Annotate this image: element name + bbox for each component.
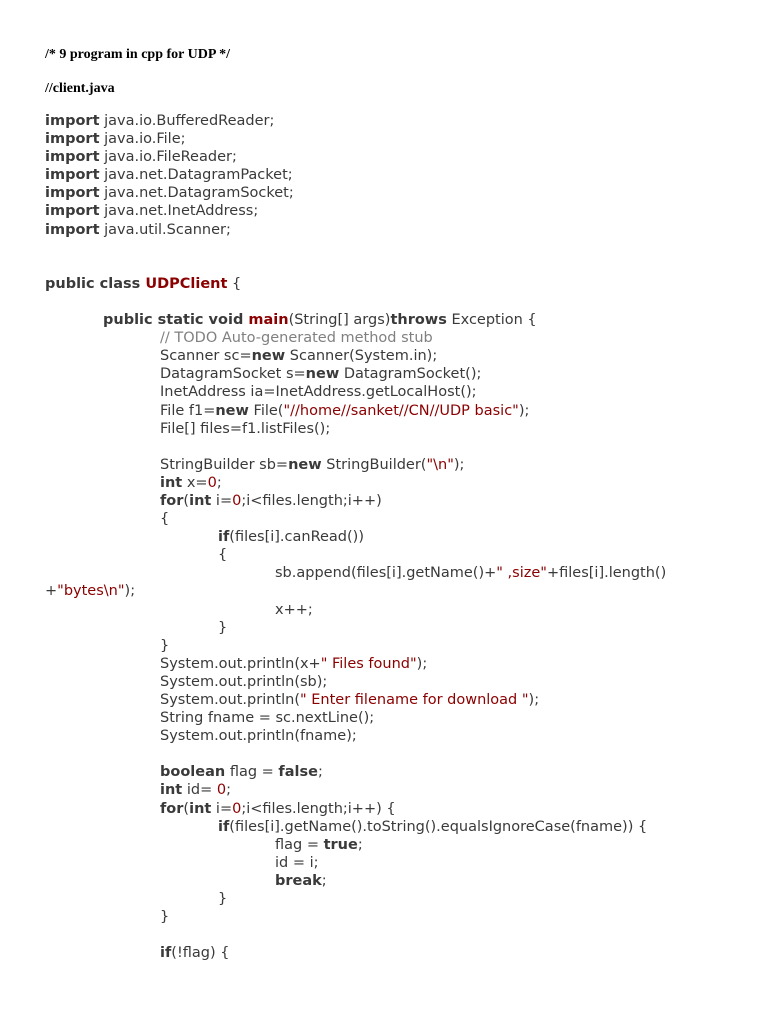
code-keyword: public static void [103, 312, 249, 329]
code-text: } [218, 619, 228, 636]
code-line [45, 474, 745, 492]
code-string: " ,size" [496, 565, 547, 582]
code-line [45, 890, 745, 908]
code-line [45, 727, 745, 745]
code-keyword: import [45, 131, 100, 148]
code-line [45, 510, 745, 528]
code-keyword: import [45, 185, 100, 202]
code-text: ; [216, 474, 222, 491]
code-line [45, 655, 745, 673]
code-text: File[] files=f1.listFiles(); [160, 420, 331, 437]
code-keyword: for [160, 800, 184, 817]
code-keyword: new [305, 366, 340, 383]
code-line [45, 601, 745, 619]
code-text: java.net.InetAddress; [99, 203, 259, 220]
blank-line [45, 745, 745, 763]
code-line [45, 221, 745, 239]
code-text: ( [183, 492, 190, 509]
code-string: " Files found" [320, 655, 417, 672]
code-text: System.out.println(x+ [160, 655, 321, 672]
code-text: ;i<files.length;i++) { [241, 800, 396, 817]
code-line [45, 184, 745, 202]
code-line [45, 637, 745, 655]
code-text: File( [248, 402, 284, 419]
code-line [45, 148, 745, 166]
code-line [45, 872, 745, 890]
code-text: InetAddress ia=InetAddress.getLocalHost(); [160, 384, 477, 401]
code-text: } [160, 909, 170, 926]
code-line [45, 492, 745, 510]
code-text: System.out.println(fname); [160, 728, 357, 745]
code-string: " Enter filename for download " [299, 692, 529, 708]
code-line [45, 944, 745, 962]
code-text: ; [321, 872, 327, 889]
code-line [45, 528, 745, 546]
code-line [45, 908, 745, 926]
code-text: StringBuilder sb= [160, 456, 289, 473]
code-keyword: int [189, 492, 212, 509]
code-text: (String[] args) [288, 312, 391, 329]
code-keyword: int [160, 782, 183, 799]
code-line [45, 691, 745, 709]
code-keyword: import [45, 149, 100, 166]
code-text: id = i; [275, 854, 319, 871]
code-text: Scanner(System.in); [285, 348, 438, 365]
code-number: 0 [232, 492, 242, 509]
code-number: 0 [207, 474, 217, 491]
code-line [45, 546, 745, 564]
code-text: java.io.File; [99, 131, 186, 148]
code-block [45, 112, 745, 962]
code-text: ( [183, 800, 190, 817]
code-text: java.net.DatagramPacket; [99, 167, 293, 184]
code-line [45, 564, 745, 582]
code-identifier: main [248, 312, 289, 329]
code-text: DatagramSocket(); [339, 366, 482, 383]
code-line [45, 781, 745, 799]
code-line [45, 112, 745, 130]
code-keyword: import [45, 167, 100, 184]
code-text: StringBuilder( [321, 456, 427, 473]
code-text: ); [453, 456, 465, 473]
code-text: java.io.BufferedReader; [99, 113, 275, 129]
code-text: i= [211, 800, 233, 817]
code-number: 0 [232, 800, 242, 817]
code-line [45, 365, 745, 383]
code-text: +files[i].length() [546, 565, 667, 582]
code-text: ; [317, 764, 323, 781]
code-keyword: true [323, 836, 358, 853]
code-line [45, 763, 745, 781]
code-text: + [45, 583, 58, 600]
blank-line [45, 438, 745, 456]
code-text: x++; [275, 601, 313, 618]
code-keyword: if [218, 529, 230, 546]
code-keyword: int [189, 800, 212, 817]
code-text: ; [226, 782, 231, 799]
code-keyword: import [45, 203, 100, 220]
file-name-comment: //client.java [45, 81, 115, 96]
code-text: Exception { [446, 312, 537, 329]
blank-line [45, 293, 745, 311]
code-keyword: throws [390, 312, 447, 329]
code-line [45, 329, 745, 347]
code-line [45, 166, 745, 184]
code-text: { [227, 275, 242, 292]
code-text: { [160, 511, 170, 528]
code-keyword: if [218, 818, 230, 835]
code-text: ); [518, 402, 530, 419]
code-line [45, 383, 745, 401]
code-text: } [160, 637, 170, 654]
code-text: flag = [225, 764, 279, 781]
code-text: flag = [275, 836, 324, 853]
code-text: { [218, 547, 228, 564]
code-text: Scanner sc= [160, 348, 252, 365]
code-keyword: false [278, 764, 318, 781]
code-text: System.out.println(sb); [160, 673, 328, 690]
code-text: (files[i].canRead()) [229, 529, 364, 546]
code-text: id= [182, 782, 217, 799]
blank-line [45, 257, 745, 275]
code-line [45, 854, 745, 872]
code-keyword: new [251, 348, 286, 365]
code-text: i= [211, 492, 233, 509]
code-line [45, 420, 745, 438]
code-text: (!flag) { [171, 945, 230, 962]
code-line [45, 709, 745, 727]
code-keyword: new [215, 402, 249, 419]
code-text: ); [124, 583, 136, 600]
code-keyword: boolean [160, 764, 226, 781]
code-text: (files[i].getName().toString().equalsIgnoreCase(fname)) { [229, 818, 648, 835]
code-text: sb.append(files[i].getName()+ [275, 565, 497, 582]
blank-line [45, 239, 745, 257]
code-text: java.io.FileReader; [99, 149, 237, 166]
code-line [45, 275, 745, 293]
code-comment: // TODO Auto-generated method stub [160, 330, 433, 347]
code-keyword: new [288, 456, 322, 473]
code-text: ;i<files.length;i++) [241, 492, 382, 509]
document-title: /* 9 program in cpp for UDP */ [45, 47, 230, 62]
code-identifier: UDPClient [145, 275, 228, 292]
code-text: ; [357, 836, 363, 853]
code-keyword: if [160, 945, 172, 962]
code-keyword: break [275, 872, 322, 889]
code-string: "bytes\n" [57, 583, 125, 600]
code-text: x= [182, 474, 208, 491]
blank-line [45, 926, 745, 944]
code-keyword: public class [45, 275, 146, 292]
code-string: "//home//sanket//CN//UDP basic" [283, 402, 519, 419]
code-text: File f1= [160, 402, 216, 419]
code-line [45, 800, 745, 818]
code-text: String fname = sc.nextLine(); [160, 710, 375, 727]
code-line [45, 456, 745, 474]
code-text: System.out.println( [160, 692, 300, 708]
code-text: ); [528, 692, 540, 708]
code-line [45, 673, 745, 691]
code-keyword: import [45, 113, 100, 129]
code-line [45, 836, 745, 854]
code-text: } [218, 891, 228, 908]
code-line [45, 619, 745, 637]
code-text: java.net.DatagramSocket; [99, 185, 294, 202]
code-keyword: for [160, 492, 184, 509]
code-text: DatagramSocket s= [160, 366, 306, 383]
code-number: 0 [216, 782, 227, 799]
code-line [45, 402, 745, 420]
code-line [45, 202, 745, 220]
code-line [45, 818, 745, 836]
code-text: java.util.Scanner; [99, 221, 231, 238]
code-keyword: int [160, 474, 183, 491]
code-line [45, 582, 745, 600]
code-keyword: import [45, 221, 100, 238]
code-line [45, 311, 745, 329]
code-string: "\n" [426, 456, 454, 473]
code-line [45, 347, 745, 365]
code-line [45, 130, 745, 148]
code-text: ); [416, 655, 428, 672]
